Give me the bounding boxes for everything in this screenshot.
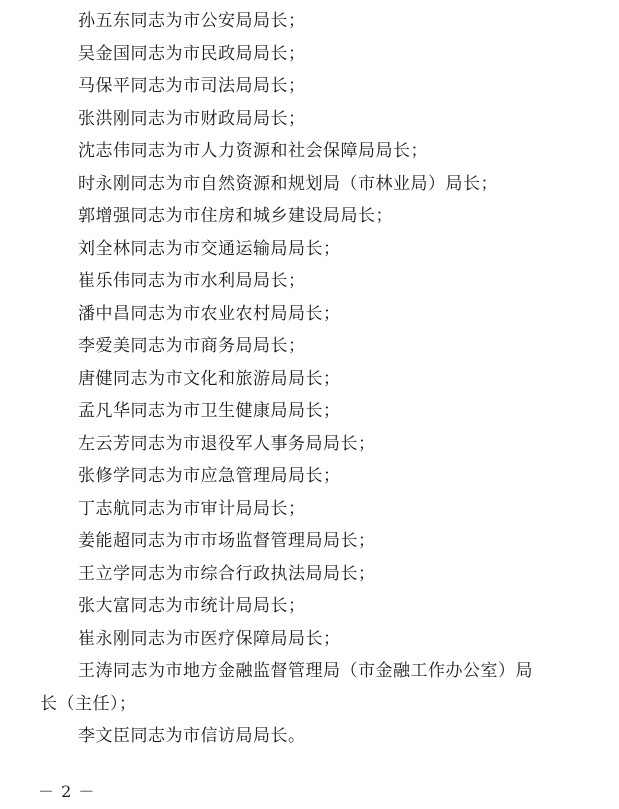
appointment-line: 崔乐伟同志为市水利局局长；	[78, 271, 306, 291]
appointment-line: 李爱美同志为市商务局局长；	[78, 336, 306, 356]
appointment-line: 潘中昌同志为市农业农村局局长；	[78, 303, 341, 324]
appointment-line: 王立学同志为市综合行政执法局局长；	[78, 563, 376, 584]
appointment-line: 张大富同志为市统计局局长；	[78, 596, 306, 616]
appointment-line: 姜能超同志为市市场监督管理局局长；	[78, 531, 376, 551]
appointment-line: 唐健同志为市文化和旅游局局长；	[78, 368, 341, 389]
appointment-line: 孟凡华同志为市卫生健康局局长；	[78, 401, 341, 421]
appointment-list	[0, 5, 619, 753]
appointment-line: 孙五东同志为市公安局局长；	[78, 11, 306, 31]
appointment-line-continuation: 长（主任）；	[40, 693, 137, 714]
appointment-line: 马保平同志为市司法局局长；	[78, 76, 306, 96]
appointment-line: 张修学同志为市应急管理局局长；	[78, 466, 341, 486]
appointment-line: 崔永刚同志为市医疗保障局局长；	[78, 628, 341, 649]
appointment-line: 张洪刚同志为市财政局局长；	[78, 108, 306, 129]
appointment-line: 王涛同志为市地方金融监督管理局（市金融工作办公室）局	[78, 661, 533, 681]
appointment-line: 左云芳同志为市退役军人事务局局长；	[78, 433, 376, 454]
appointment-line: 郭增强同志为市住房和城乡建设局局长；	[78, 206, 393, 226]
appointment-line: 吴金国同志为市民政局局长；	[78, 43, 306, 64]
appointment-line: 时永刚同志为市自然资源和规划局（市林业局）局长；	[78, 173, 498, 194]
appointment-line: 李文臣同志为市信访局局长。	[78, 726, 306, 746]
page-number: － 2 －	[38, 782, 96, 801]
appointment-line: 刘全林同志为市交通运输局局长；	[78, 238, 341, 259]
appointment-line: 沈志伟同志为市人力资源和社会保障局局长；	[78, 141, 428, 161]
appointment-line: 丁志航同志为市审计局局长；	[78, 498, 306, 519]
